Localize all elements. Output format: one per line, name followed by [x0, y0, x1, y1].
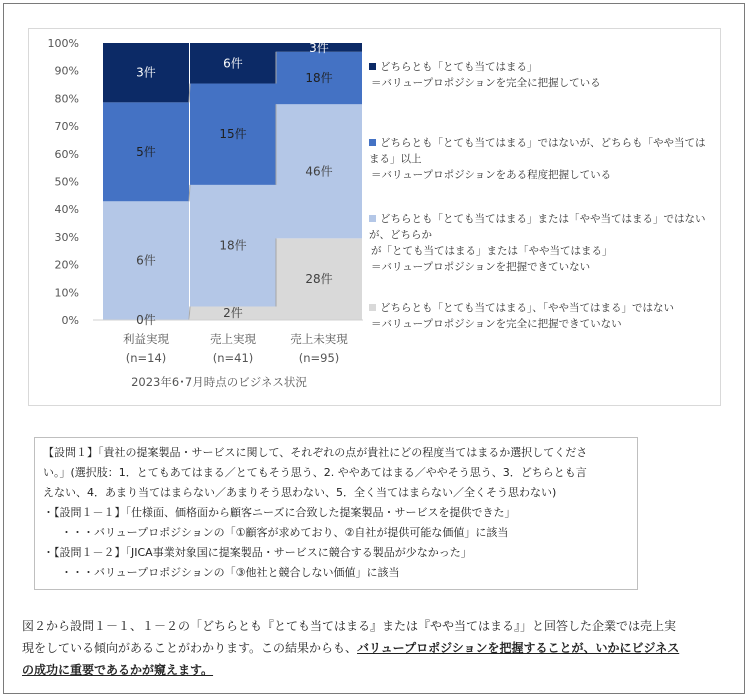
data-label: 3件 [136, 65, 156, 80]
subquestion-1-note: ・・・バリュープロポジションの「①顧客が求めており、②自社が提供可能な価値」に該当 [61, 526, 509, 539]
legend-label-text: どちらとも「とても当てはまる」、「やや当てはまる」ではない [380, 302, 674, 314]
legend-swatch [369, 63, 376, 70]
legend-label-text: どちらとも「とても当てはまる」または「やや当てはまる」ではないが、どちらか [369, 213, 706, 241]
legend-label [369, 135, 709, 167]
legend-item [369, 211, 709, 275]
conclusion-text [22, 615, 742, 681]
data-label: 6件 [223, 56, 243, 71]
conclusion-line-2-emphasis: バリュープロポジションを把握することが、いかにビジネス [357, 641, 680, 655]
legend-label-continued: が「とても当てはまる」または「やや当てはまる」 [371, 245, 613, 257]
y-tick-label: 30% [54, 230, 79, 244]
data-label: 3件 [309, 41, 329, 55]
y-tick-label: 20% [54, 258, 79, 272]
conclusion-line-2-plain: 現をしている傾向があることがわかります。この結果からも、 [22, 641, 358, 655]
data-label: 6件 [136, 253, 156, 268]
legend-sublabel: ＝バリュープロポジションをある程度把握している [371, 169, 612, 181]
legend-label [369, 211, 709, 243]
data-label: 46件 [305, 164, 333, 179]
y-tick-label: 50% [54, 175, 79, 189]
y-tick-label: 40% [54, 203, 79, 217]
conclusion-line-1: 図２から設問１－１、１－２の「どちらとも『とても当てはまる』または『やや当てはまる』」と回答した企業では売上実 [22, 619, 677, 633]
legend-item [369, 135, 709, 183]
legend-swatch [369, 139, 376, 146]
document-frame [3, 3, 745, 694]
subquestion-1-title: ・【設問１－１】「仕様面、価格面から顧客ニーズに合致した提案製品・サービスを提供できた」 [43, 506, 516, 519]
y-tick-label: 0% [61, 314, 79, 327]
x-tick-n-label: (n=95) [298, 351, 340, 365]
data-label: 2件 [223, 306, 243, 321]
x-tick-n-label: (n=14) [125, 351, 167, 365]
x-tick-n-label: (n=41) [212, 351, 254, 365]
data-label: 18件 [219, 238, 247, 253]
legend-label-text: どちらとも「とても当てはまる」 [380, 61, 538, 73]
x-tick-label: 利益実現 [123, 332, 169, 346]
subquestion-2-title: ・【設問１－２】「JICA事業対象国に提案製品・サービスに競合する製品が少なかった」 [43, 546, 472, 559]
question-line-1: 【設問１】「貴社の提案製品・サービスに関して、それぞれの点が貴社にどの程度当てはまるか選択してくださ [43, 446, 588, 459]
connector-line [189, 306, 190, 320]
data-label: 15件 [219, 127, 247, 142]
x-axis-title: 2023年6･7月時点のビジネス状況 [131, 375, 307, 389]
legend-sublabel: ＝バリュープロポジションを完全に把握している [371, 77, 601, 89]
question-box [34, 437, 638, 590]
y-tick-label: 10% [54, 286, 79, 300]
chart-container [28, 28, 721, 406]
legend-swatch [369, 215, 376, 222]
data-label: 28件 [305, 272, 333, 287]
question-line-2: い。」(選択肢：1．とてもあてはまる／とてもそう思う、2. ややあてはまる／ややそう思う、3．どちらとも言 [43, 466, 587, 479]
y-tick-label: 60% [54, 147, 79, 161]
legend-item [369, 300, 709, 332]
x-tick-label: 売上未実現 [290, 332, 348, 346]
conclusion-line-3-emphasis: の成功に重要であるかが窺えます。 [22, 663, 214, 677]
legend-item [369, 59, 709, 91]
legend-label-text: どちらとも「とても当てはまる」ではないが、どちらも「やや当てはまる」以上 [369, 137, 706, 165]
stacked-bar-chart [29, 29, 369, 405]
question-line-3: えない、4．あまり当てはまらない／あまりそう思わない、5．全く当てはまらない／全くそう思わない) [43, 486, 557, 499]
legend-label [369, 59, 709, 75]
legend-sublabel: ＝バリュープロポジションを完全に把握できていない [371, 318, 622, 330]
connector-line [189, 185, 190, 201]
data-label: 5件 [136, 144, 156, 159]
y-tick-label: 80% [54, 92, 79, 106]
subquestion-2-note: ・・・バリュープロポジションの「③他社と競合しない価値」に該当 [61, 566, 400, 579]
y-tick-label: 70% [54, 120, 79, 134]
data-label: 18件 [305, 70, 333, 85]
connector-line [189, 84, 190, 103]
x-tick-label: 売上実現 [210, 332, 256, 346]
legend-swatch [369, 304, 376, 311]
data-label: 0件 [136, 313, 156, 327]
y-tick-label: 90% [54, 64, 79, 78]
legend-label [369, 300, 709, 316]
legend-sublabel: ＝バリュープロポジションを把握できていない [371, 261, 591, 273]
y-tick-label: 100% [47, 37, 79, 50]
